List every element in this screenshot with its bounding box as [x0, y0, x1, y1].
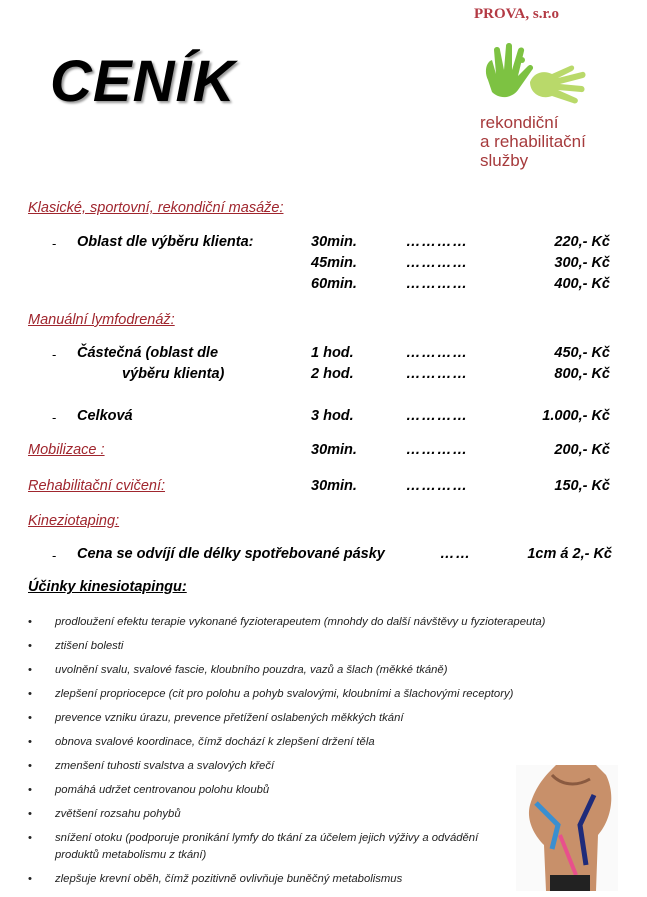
lymph-partial-label: výběru klienta): [122, 366, 225, 382]
dash-bullet: -: [52, 236, 57, 251]
lymph-price: 1.000,- Kč: [542, 408, 610, 424]
lymph-dots: …………: [406, 408, 468, 424]
rehab-price: 150,- Kč: [554, 478, 610, 494]
tagline-line: služby: [480, 151, 529, 170]
kinesio-price: 1cm á 2,- Kč: [527, 546, 612, 562]
massage-price: 300,- Kč: [554, 255, 610, 271]
massage-dots: …………: [406, 255, 468, 271]
lymph-price: 450,- Kč: [554, 345, 610, 361]
lymph-full-label: Celková: [77, 408, 133, 424]
list-item: • zvětšení rozsahu pohybů: [28, 806, 614, 823]
mobilization-dots: …………: [406, 442, 468, 458]
list-item: • zmenšení tuhosti svalstva a svalových křečí: [28, 758, 614, 775]
mobilization-duration: 30min.: [311, 442, 357, 458]
page-title: CENÍK: [50, 49, 236, 114]
rehab-dots: …………: [406, 478, 468, 494]
massage-duration: 30min.: [311, 234, 357, 250]
massage-dots: …………: [406, 234, 468, 250]
kinesio-item-label: Cena se odvíjí dle délky spotřebované pásky: [77, 546, 385, 562]
list-item: • ztišení bolesti: [28, 638, 614, 655]
massage-dots: …………: [406, 276, 468, 292]
dash-bullet: -: [52, 410, 57, 425]
section-heading-kinesio: Kineziotaping:: [28, 513, 120, 529]
lymph-duration: 3 hod.: [311, 408, 354, 424]
rehab-duration: 30min.: [311, 478, 357, 494]
section-heading-massage: Klasické, sportovní, rekondiční masáže:: [28, 200, 284, 216]
dash-bullet: -: [52, 548, 57, 563]
athlete-taping-image: [516, 765, 618, 891]
list-item: • zlepšení propriocepce (cit pro polohu a pohyb svalovými, kloubními a šlachovými receptory): [28, 686, 614, 703]
list-item: • prevence vzniku úrazu, prevence přetížení oslabených měkkých tkání: [28, 710, 614, 727]
lymph-duration: 1 hod.: [311, 345, 354, 361]
tagline-line: a rehabilitační: [480, 132, 586, 151]
hands-logo-icon: [478, 42, 618, 112]
list-item: • pomáhá udržet centrovanou polohu kloubů: [28, 782, 614, 799]
dash-bullet: -: [52, 347, 57, 362]
lymph-dots: …………: [406, 345, 468, 361]
kinesio-dots: ……: [440, 546, 471, 562]
massage-price: 220,- Kč: [554, 234, 610, 250]
tagline-line: rekondiční: [480, 113, 559, 132]
effects-title: Účinky kinesiotapingu:: [28, 579, 187, 595]
massage-item-label: Oblast dle výběru klienta:: [77, 234, 254, 250]
lymph-dots: …………: [406, 366, 468, 382]
section-heading-mobilization: Mobilizace :: [28, 442, 105, 458]
section-heading-lymph: Manuální lymfodrenáž:: [28, 312, 175, 328]
list-item: • zlepšuje krevní oběh, čímž pozitivně ovlivňuje buněčný metabolismus: [28, 871, 614, 888]
list-item: • prodloužení efektu terapie vykonané fyzioterapeutem (mnohdy do další návštěvy u fyzioterapeuta): [28, 614, 614, 631]
company-name: PROVA, s.r.o: [474, 6, 560, 22]
massage-duration: 45min.: [311, 255, 357, 271]
section-heading-rehab: Rehabilitační cvičení:: [28, 478, 166, 494]
list-item: • snížení otoku (podporuje pronikání lymfy do tkání za účelem jejich výživy a odvádění produktů metabolismu z tkání): [28, 830, 614, 864]
massage-duration: 60min.: [311, 276, 357, 292]
mobilization-price: 200,- Kč: [554, 442, 610, 458]
list-item: • uvolnění svalu, svalové fascie, kloubního pouzdra, vazů a šlach (měkké tkáně): [28, 662, 614, 679]
massage-price: 400,- Kč: [554, 276, 610, 292]
lymph-partial-label: Částečná (oblast dle: [77, 345, 219, 361]
lymph-duration: 2 hod.: [311, 366, 354, 382]
tagline: [480, 113, 586, 170]
lymph-price: 800,- Kč: [554, 366, 610, 382]
list-item: • obnova svalové koordinace, čímž dochází k zlepšení držení těla: [28, 734, 614, 751]
